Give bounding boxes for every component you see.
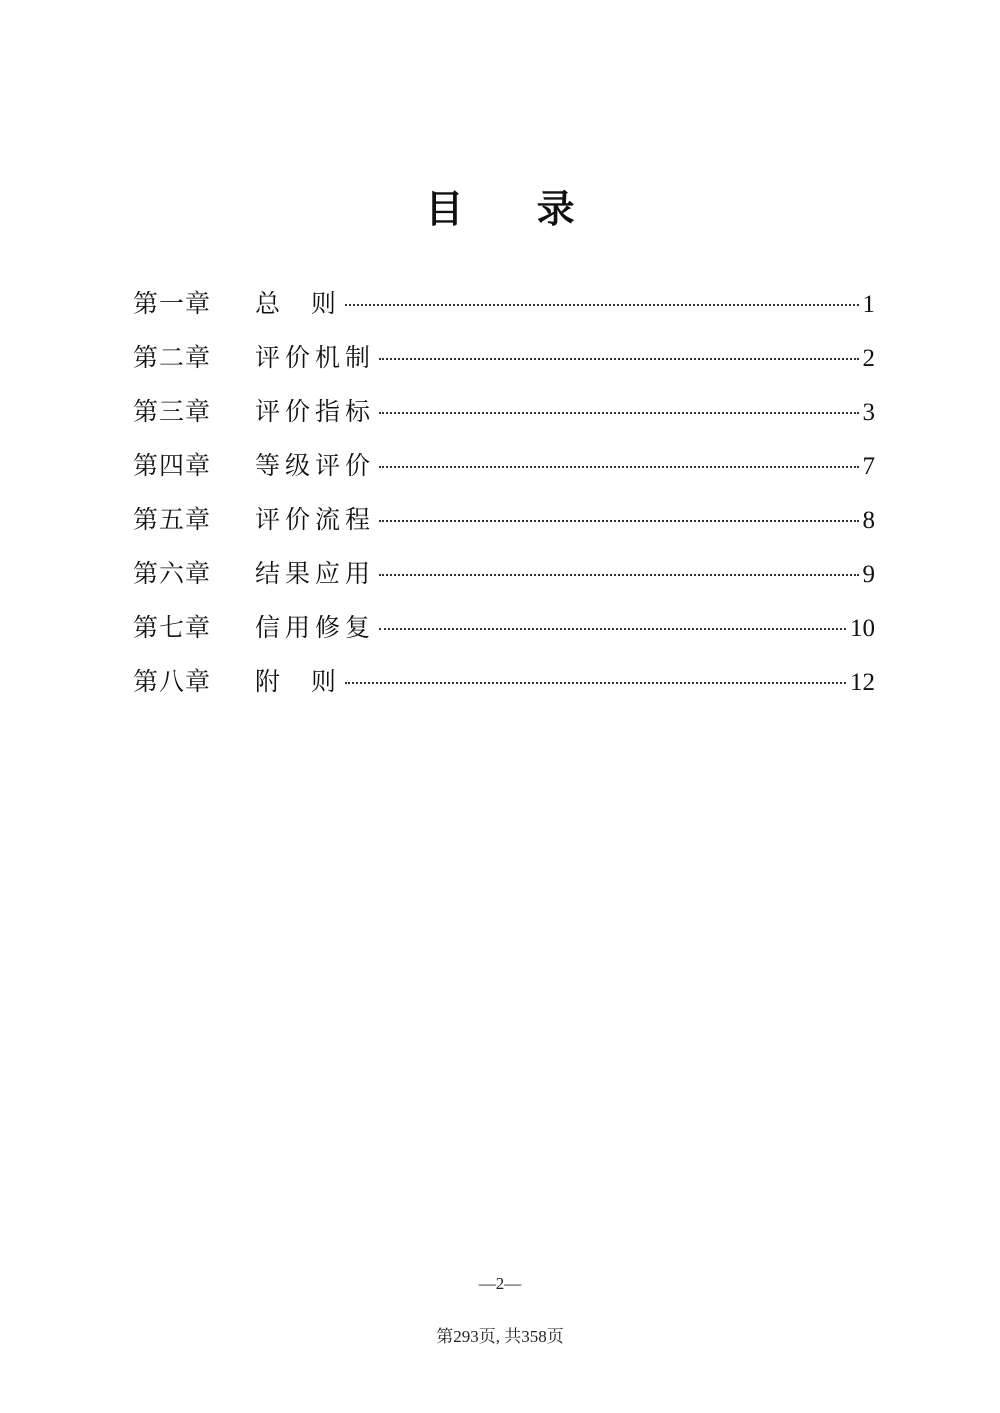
toc-page-number: 2 bbox=[862, 345, 875, 372]
dot-leader bbox=[379, 628, 846, 630]
toc-page-number: 10 bbox=[850, 615, 875, 642]
dot-leader bbox=[345, 682, 846, 684]
toc-entry-2[interactable] bbox=[133, 337, 875, 391]
dot-leader bbox=[379, 520, 858, 522]
toc-name: 评价机制 bbox=[255, 343, 376, 372]
toc-entry-1[interactable] bbox=[133, 283, 875, 337]
document-page-counter: 第293页, 共358页 bbox=[436, 1327, 564, 1346]
dot-leader bbox=[379, 466, 858, 468]
toc-name: 评价指标 bbox=[255, 397, 376, 426]
dot-leader bbox=[379, 358, 858, 360]
toc-name: 总 则 bbox=[255, 289, 341, 318]
toc-page-number: 3 bbox=[862, 399, 875, 426]
toc-entry-3[interactable] bbox=[133, 391, 875, 445]
toc-name: 信用修复 bbox=[255, 613, 376, 642]
toc-name: 评价流程 bbox=[255, 505, 376, 534]
toc-entry-8[interactable] bbox=[133, 661, 875, 715]
toc-page-number: 9 bbox=[862, 561, 875, 588]
toc-chapter: 第一章 bbox=[133, 289, 212, 318]
toc-entry-5[interactable] bbox=[133, 499, 875, 553]
dot-leader bbox=[345, 304, 859, 306]
dot-leader bbox=[379, 574, 858, 576]
dot-leader bbox=[379, 412, 858, 414]
toc-title: 目 录 bbox=[425, 187, 605, 231]
toc-list bbox=[133, 283, 875, 715]
toc-chapter: 第二章 bbox=[133, 343, 212, 372]
toc-entry-4[interactable] bbox=[133, 445, 875, 499]
toc-name: 附 则 bbox=[255, 667, 341, 696]
page-number: —2— bbox=[478, 1274, 522, 1293]
toc-page-number: 8 bbox=[862, 507, 875, 534]
toc-chapter: 第五章 bbox=[133, 505, 212, 534]
toc-name: 等级评价 bbox=[255, 451, 376, 480]
toc-entry-7[interactable] bbox=[133, 607, 875, 661]
toc-name: 结果应用 bbox=[255, 559, 376, 588]
toc-page-number: 7 bbox=[862, 453, 875, 480]
toc-chapter: 第四章 bbox=[133, 451, 212, 480]
toc-page-number: 1 bbox=[862, 291, 875, 318]
toc-chapter: 第七章 bbox=[133, 613, 212, 642]
toc-entry-6[interactable] bbox=[133, 553, 875, 607]
toc-chapter: 第六章 bbox=[133, 559, 212, 588]
toc-chapter: 第八章 bbox=[133, 667, 212, 696]
toc-chapter: 第三章 bbox=[133, 397, 212, 426]
toc-page-number: 12 bbox=[850, 669, 875, 696]
